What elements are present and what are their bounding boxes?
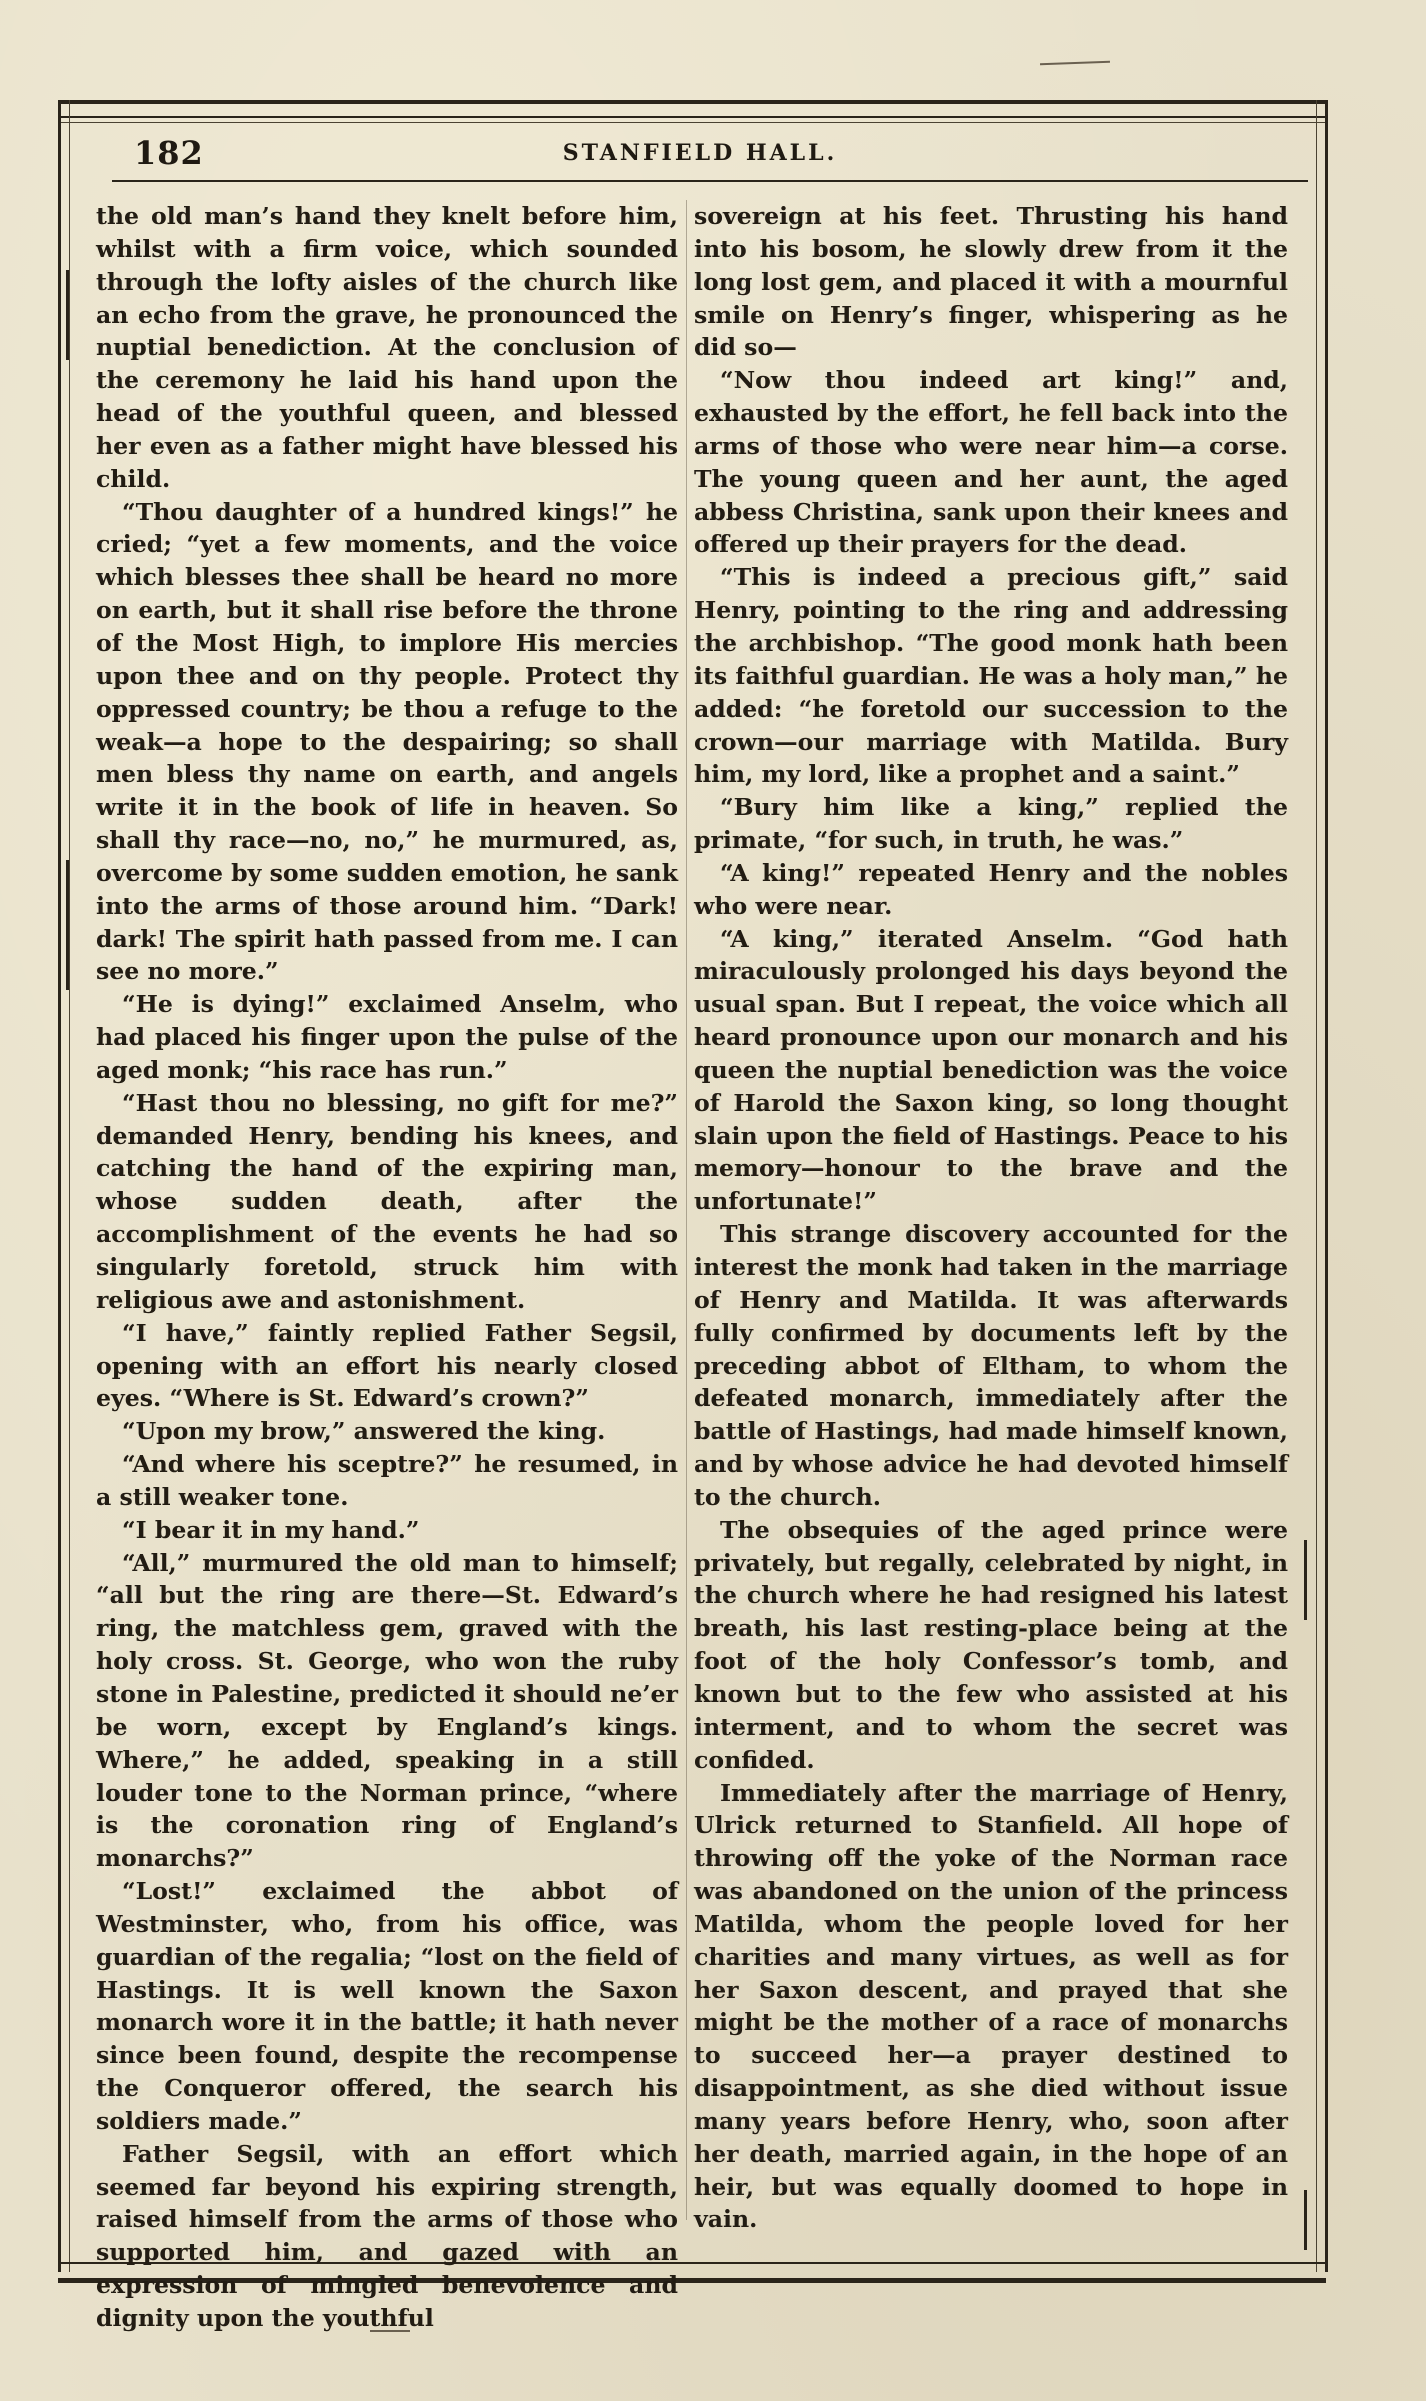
paragraph: “He is dying!” exclaimed Anselm, who had placed his finger upon the pulse of the aged monk; “his race has run.” <box>96 990 678 1084</box>
binding-mark <box>1304 1540 1307 1620</box>
paragraph: “Upon my brow,” answered the king. <box>122 1417 606 1446</box>
paragraph: The obsequies of the aged prince were privately, but regally, celebrated by night, in the church where he had resigned his latest breath, his last resting-place being at the foot of the holy Confessor’s tomb, and known but to the few who assisted at his interment, and to whom the secret was confided. <box>694 1515 1288 1774</box>
paragraph: “I have,” faintly replied Father Segsil, opening with an effort his nearly closed eyes. “Where is St. Edward’s crown?” <box>96 1318 678 1413</box>
paragraph: “And where his sceptre?” he resumed, in a still weaker tone. <box>96 1450 678 1511</box>
paragraph: Father Segsil, with an effort which seemed far beyond his expiring strength, raised himself from the arms of those who supported him, and gazed with an expression of mingled benevolence and dignity upon the youthful <box>96 2139 678 2332</box>
header-rule <box>112 180 1308 182</box>
paragraph: “Bury him like a king,” replied the primate, “for such, in truth, he was.” <box>694 793 1288 855</box>
running-title: STANFIELD HALL. <box>562 140 838 166</box>
frame-top-rule <box>58 100 1326 118</box>
paragraph: “This is indeed a precious gift,” said Henry, pointing to the ring and addressing the archbishop. “The good monk hath been its faithful guardian. He was a holy man,” he added: “he foretold our succession to the crown—our marriage with Matilda. Bury him, my lord, like a prophet and a saint.” <box>694 563 1288 789</box>
binding-mark <box>1304 2190 1307 2250</box>
frame-left-rule <box>58 100 70 2272</box>
paragraph: “Lost!” exclaimed the abbot of Westminster, who, from his office, was guardian of the regalia; “lost on the field of Hastings. It is well known the Saxon monarch wore it in the battle; it hath never since been found, despite the recompense the Conqueror offered, the search his soldiers made.” <box>96 1877 678 2135</box>
frame-top-inner-rule <box>58 122 1326 123</box>
paragraph: “All,” murmured the old man to himself; “all but the ring are there—St. Edward’s ring, the matchless gem, graved with the holy cross. St. George, who won the ruby stone in Palestine, predicted it should ne’er be worn, except by England’s kings. Where,” he added, speaking in a still louder tone to the Norman prince, “where is the coronation ring of England’s monarchs?” <box>96 1548 678 1873</box>
paragraph: “Now thou indeed art king!” and, exhausted by the effort, he fell back into the arms of those who were near him—a corse. The young queen and her aunt, the aged abbess Christina, sank upon their knees and offered up their prayers for the dead. <box>694 366 1288 559</box>
paragraph: This strange discovery accounted for the interest the monk had taken in the marriage of Henry and Matilda. It was afterwards fully confirmed by documents left by the preceding abbot of Eltham, to whom the defeated monarch, immediately after the battle of Hastings, had made himself known, and by whose advice he had devoted himself to the church. <box>694 1220 1288 1511</box>
page-edge-mark <box>1040 61 1110 65</box>
paragraph: “A king!” repeated Henry and the nobles who were near. <box>694 858 1288 920</box>
paragraph: “Thou daughter of a hundred kings!” he cried; “yet a few moments, and the voice which blesses thee shall be heard no more on earth, but it shall rise before the throne of the Most High, to implore His mercies upon thee and on thy people. Protect thy oppressed country; be thou a refuge to the weak—a hope to the despairing; so shall men bless thy name on earth, and angels write it in the book of life in heaven. So shall thy race—no, no,” he murmured, as, overcome by some sudden emotion, he sank into the arms of those around him. “Dark! dark! The spirit hath passed from me. I can see no more.” <box>96 497 678 986</box>
right-column <box>694 200 1288 2236</box>
paragraph: sovereign at his feet. Thrusting his hand into his bosom, he slowly drew from it the long lost gem, and placed it with a mournful smile on Henry’s finger, whispering as he did so— <box>694 202 1288 362</box>
paragraph: “A king,” iterated Anselm. “God hath miraculously prolonged his days beyond the usual span. But I repeat, the voice which all heard pronounce upon our monarch and his queen the nuptial benediction was the voice of Harold the Saxon king, so long thought slain upon the field of Hastings. Peace to his memory—honour to the brave and the unfortunate!” <box>694 924 1288 1216</box>
page-number: 182 <box>134 134 204 172</box>
paragraph: “Hast thou no blessing, no gift for me?” demanded Henry, bending his knees, and catching the hand of the expiring man, whose sudden death, after the accomplishment of the events he had so singularly foretold, struck him with religious awe and astonishment. <box>96 1088 678 1314</box>
left-column <box>96 200 678 2335</box>
column-gutter <box>686 200 687 2220</box>
running-header <box>110 128 1290 180</box>
binding-mark <box>66 270 69 360</box>
frame-right-rule <box>1316 100 1328 2272</box>
paragraph: “I bear it in my hand.” <box>122 1515 420 1544</box>
paragraph: the old man’s hand they knelt before him, whilst with a firm voice, which sounded through the lofty aisles of the church like an echo from the grave, he pronounced the nuptial benediction. At the conclusion of the ceremony he laid his hand upon the head of the youthful queen, and blessed her even as a father might have blessed his child. <box>96 202 678 493</box>
binding-mark <box>66 860 69 990</box>
paragraph: Immediately after the marriage of Henry, Ulrick returned to Stanfield. All hope of throwing off the yoke of the Norman race was abandoned on the union of the princess Matilda, whom the people loved for her charities and many virtues, as well as for her Saxon descent, and prayed that she might be the mother of a race of monarchs to succeed her—a prayer destined to disappointment, as she died without issue many years before Henry, who, soon after her death, married again, in the hope of an heir, but was equally doomed to hope in vain. <box>694 1778 1288 2234</box>
